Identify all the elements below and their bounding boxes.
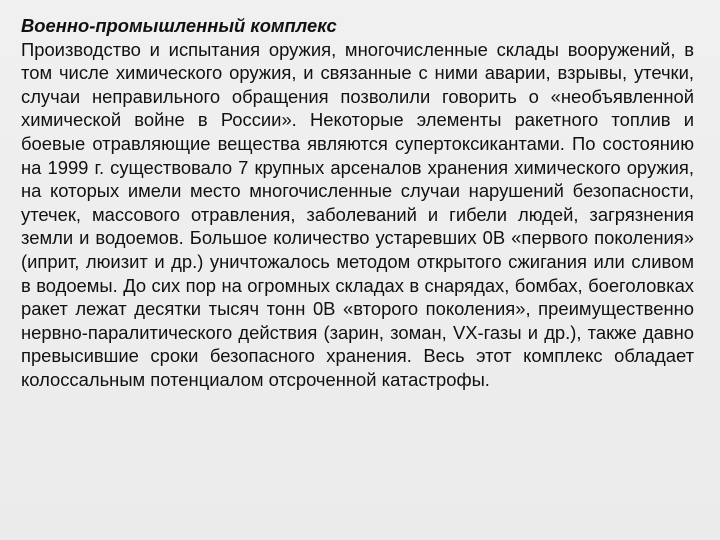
body-paragraph: Производство и испытания оружия, многочисленные склады вооружений, в том числе химического оружия, и связанные с ними аварии, взрывы, утечки, случаи неправильного обращения позволили говорить о «необъявленной химической войне в России». Некоторые элементы ракетного топлив и боевые отравляющие вещества являются супертоксикантами. По состоянию на 1999 г. существовало 7 крупных арсеналов хранения химического оружия, на которых имели место многочисленные случаи нарушений безопасности, утечек, массового отравления, заболеваний и гибели людей, загрязнения земли и водоемов. Большое количество устаревших 0В «первого поколения» (иприт, люизит и др.) уничтожалось методом открытого сжигания или сливом в водоемы. До сих пор на огромных складах в снарядах, бомбах, боеголовках ракет лежат десятки тысяч тонн 0В «второго поколения», преимущественно нервно-паралитического действия (зарин, зоман, VX-газы и др.), также давно превысившие сроки безопасного хранения. Весь этот комплекс обладает колоссальным потенциалом отсроченной катастрофы. <box>21 38 694 390</box>
heading: Военно-промышленный комплекс <box>21 15 337 36</box>
text-block <box>21 14 694 392</box>
